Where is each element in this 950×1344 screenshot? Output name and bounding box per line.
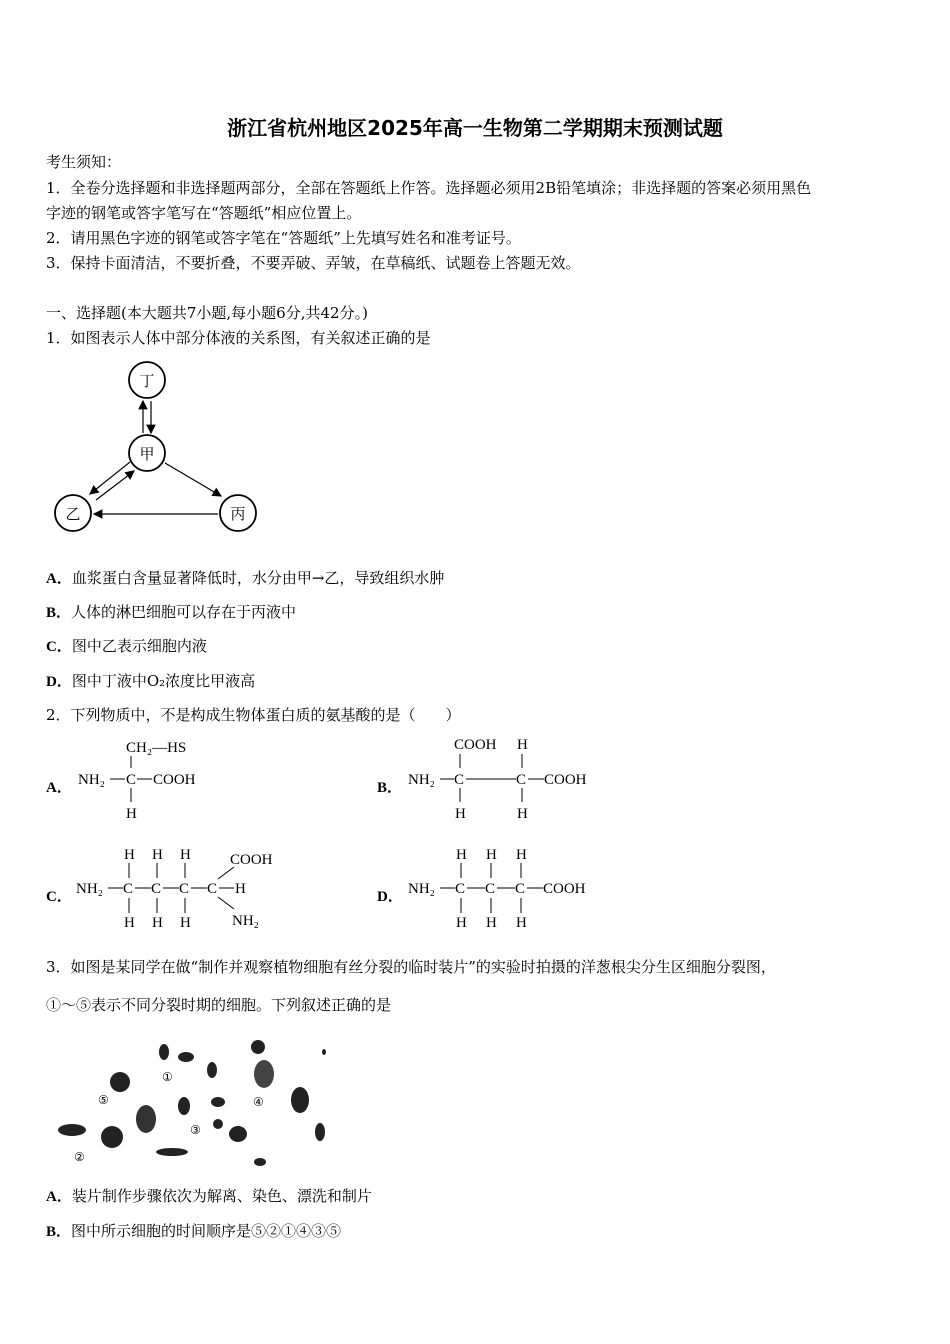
q2-structure-c [74,843,294,935]
svg-text:H: H [456,915,467,931]
q2-option-b-letter: B． [377,780,403,796]
notice-item: 3．保持卡面清洁，不要折叠，不要弄破、弄皱，在草稿纸、试题卷上答题无效。 [46,254,581,272]
q1-option-c: C．图中乙表示细胞内液 [46,637,207,655]
svg-text:COOH: COOH [543,881,586,897]
cell-blob [251,1040,265,1054]
node-bing-label: 丙 [230,505,246,523]
q2-structure-a [74,734,234,826]
cell-blob [213,1119,223,1129]
cell-label-4: ④ [253,1095,264,1109]
svg-text:COOH: COOH [454,737,497,753]
svg-text:H: H [126,806,137,822]
svg-text:COOH: COOH [230,852,273,868]
svg-text:C: C [515,881,526,897]
q2-option-c-letter: C． [46,889,72,905]
cell-blob [178,1097,190,1115]
notice-heading: 考生须知： [46,153,122,171]
svg-text:H: H [486,847,497,863]
q2-option-a-letter: A． [46,780,72,796]
cell-blob [229,1126,247,1142]
cell-blob [322,1049,326,1055]
svg-text:H: H [516,847,527,863]
node-yi-label: 乙 [65,505,81,523]
q1-option-a: A．血浆蛋白含量显著降低时，水分由甲→乙，导致组织水肿 [46,569,445,587]
cell-blob [156,1148,188,1156]
svg-text:C: C [207,881,218,897]
q2-stem: 2．下列物质中，不是构成生物体蛋白质的氨基酸的是（ ） [46,706,461,724]
cell-blob [207,1062,217,1078]
svg-text:H: H [235,881,246,897]
svg-text:C: C [454,772,465,788]
q1-stem: 1．如图表示人体中部分体液的关系图，有关叙述正确的是 [46,329,431,347]
q2-option-d-letter: D． [377,889,403,905]
svg-text:H: H [124,915,135,931]
cell-blob [136,1105,156,1133]
svg-text:H: H [486,915,497,931]
cell-blob [254,1158,266,1166]
svg-text:C: C [123,881,134,897]
svg-text:H: H [517,737,528,753]
svg-text:COOH: COOH [544,772,587,788]
svg-text:C: C [179,881,190,897]
cell-blob [159,1044,169,1060]
arrow-jia-to-bing [165,463,221,496]
svg-text:NH₂: NH₂ [408,772,435,788]
svg-text:H: H [456,847,467,863]
svg-text:H: H [517,806,528,822]
section-heading: 一、选择题(本大题共7小题,每小题6分,共42分。) [46,304,368,322]
q1-option-d: D．图中丁液中O₂浓度比甲液高 [46,672,256,690]
q2-structure-b [406,734,606,826]
cell-label-1: ① [162,1070,173,1084]
svg-text:H: H [516,915,527,931]
svg-text:NH₂: NH₂ [76,881,103,897]
cell-blob [315,1123,325,1141]
svg-text:H: H [180,915,191,931]
svg-text:C: C [151,881,162,897]
notice-item: 字迹的钢笔或答字笔写在“答题纸”相应位置上。 [46,204,362,222]
svg-text:H: H [180,847,191,863]
cell-blob [110,1072,130,1092]
svg-text:C: C [485,881,496,897]
node-jia-label: 甲 [139,445,155,463]
svg-text:C: C [455,881,466,897]
svg-text:C: C [126,772,137,788]
q3-option-a: A．装片制作步骤依次为解离、染色、漂洗和制片 [46,1187,372,1205]
cell-blob [291,1087,309,1113]
q3-stem-line2: ①～⑤表示不同分裂时期的细胞。下列叙述正确的是 [46,996,392,1014]
node-ding-label: 丁 [139,372,155,390]
cell-blob [178,1052,194,1062]
svg-text:NH₂: NH₂ [78,772,105,788]
arrow-yi-to-jia [96,471,134,500]
cell-label-3: ③ [190,1123,201,1137]
cell-label-5: ⑤ [98,1093,109,1107]
svg-text:NH₂: NH₂ [232,913,259,929]
body-fluid-diagram [46,358,266,538]
cell-blob [58,1124,86,1136]
cell-blob [211,1097,225,1107]
svg-text:COOH: COOH [153,772,196,788]
svg-text:CH₂—HS: CH₂—HS [126,740,187,756]
svg-text:H: H [124,847,135,863]
svg-text:H: H [152,847,163,863]
mitosis-micrograph [46,1022,326,1167]
q1-option-b: B．人体的淋巴细胞可以存在于丙液中 [46,603,297,621]
cell-blob [101,1126,123,1148]
notice-item: 2．请用黑色字迹的钢笔或答字笔在“答题纸”上先填写姓名和准考证号。 [46,229,521,247]
q3-option-b: B．图中所示细胞的时间顺序是⑤②①④③⑤ [46,1222,342,1240]
svg-text:C: C [516,772,527,788]
cell-label-2: ② [74,1150,85,1164]
svg-text:NH₂: NH₂ [408,881,435,897]
cell-blob [254,1060,274,1088]
page-title: 浙江省杭州地区2025年高一生物第二学期期末预测试题 [227,116,723,140]
notice-item: 1．全卷分选择题和非选择题两部分，全部在答题纸上作答。选择题必须用2B铅笔填涂；非选择题的答案必须用黑色 [46,179,812,197]
svg-text:H: H [152,915,163,931]
q3-stem-line1: 3．如图是某同学在做“制作并观察植物细胞有丝分裂的临时装片”的实验时拍摄的洋葱根尖分生区细胞分裂图， [46,958,776,976]
q2-structure-d [406,843,606,935]
svg-text:H: H [455,806,466,822]
